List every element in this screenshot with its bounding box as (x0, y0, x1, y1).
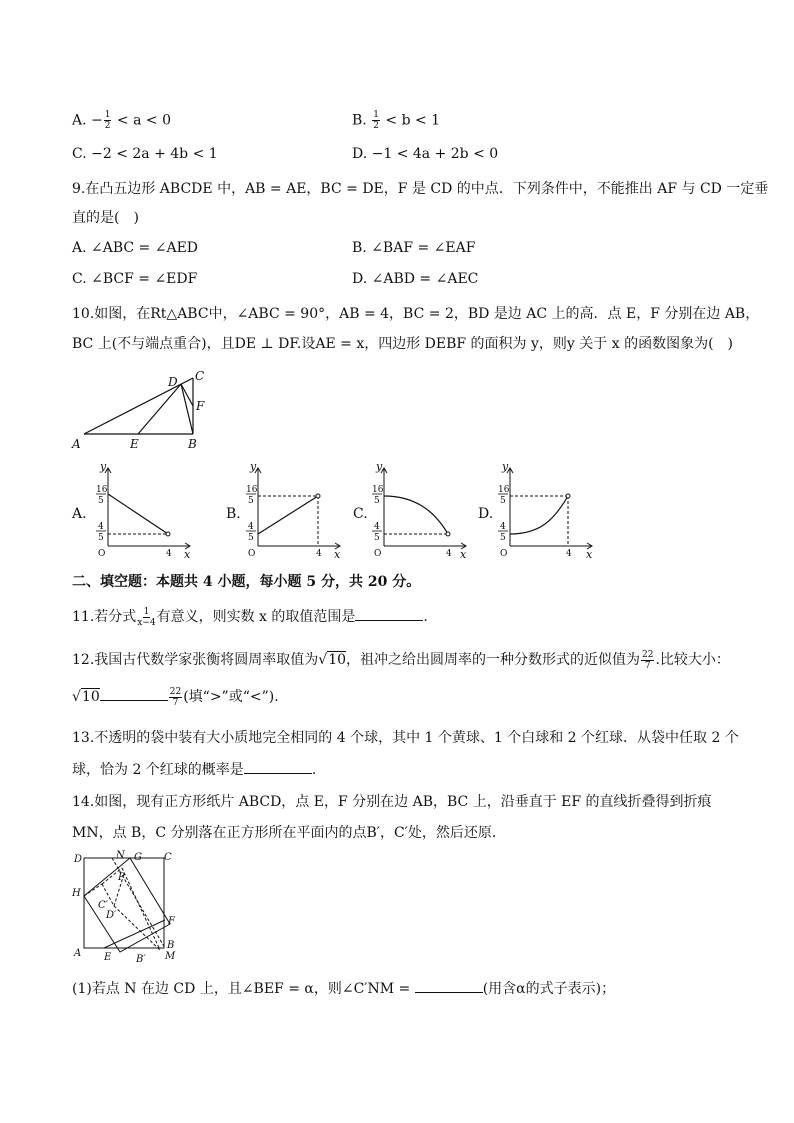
q9-option-c: C. ∠BCF = ∠EDF (72, 271, 198, 287)
q10-label-a: A (72, 437, 81, 451)
q14-stem-line1: 14.如图，现有正方形纸片 ABCD，点 E，F 分别在边 AB，BC 上，沿垂直于 EF 的直线折叠得到折痕 (72, 794, 712, 810)
q8-option-b: B. $\frac{1}{2}$ < b < 1 (352, 110, 441, 131)
svg-text:4: 4 (98, 522, 104, 532)
q14-square-figure (68, 848, 186, 964)
q10-label-c: C (195, 369, 205, 383)
q14-sub1-answer-blank[interactable] (415, 980, 483, 993)
svg-text:5: 5 (248, 496, 254, 506)
q10-stem-line1: 10.如图，在Rt△ABC中，∠ABC = 90°，AB = 4，BC = 2，BD 是边 AC 上的高．点 E，F 分别在边 AB， (72, 306, 760, 322)
svg-text:y: y (250, 462, 257, 473)
svg-text:5: 5 (98, 533, 104, 543)
svg-text:5: 5 (248, 533, 254, 543)
q9-stem-line1: 9.在凸五边形 ABCDE 中，AB = AE，BC = DE，F 是 CD 的中点．下列条件中，不能推出 AF 与 CD 一定垂 (72, 181, 769, 197)
svg-text:16: 16 (372, 485, 384, 495)
svg-text:y: y (100, 462, 107, 473)
q10-graph-b (236, 462, 346, 562)
svg-text:x: x (586, 548, 593, 561)
q11-answer-blank[interactable] (355, 608, 423, 621)
q14-label-c: C (164, 852, 172, 863)
svg-text:4: 4 (566, 549, 572, 559)
svg-text:O: O (374, 549, 382, 559)
q13-stem-line1: 13.不透明的袋中装有大小质地完全相同的 4 个球，其中 1 个黄球、1 个白球和 2 个红球．从袋中任取 2 个 (72, 730, 739, 746)
q14-label-d: D (74, 854, 83, 865)
section-heading-fill-in: 二、填空题：本题共 4 小题，每小题 5 分，共 20 分。 (72, 574, 421, 590)
q14-label-cprime: C′ (98, 900, 108, 911)
q9-option-d: D. ∠ABD = ∠AEC (352, 271, 479, 287)
q10-stem-line2: BC 上(不与端点重合)，且DE ⊥ DF.设AE = x，四边形 DEBF 的面积为 y，则y 关于 x 的函数图象为( ) (72, 336, 733, 352)
svg-text:5: 5 (500, 496, 506, 506)
q12-answer-blank[interactable] (100, 688, 168, 701)
svg-text:5: 5 (374, 533, 380, 543)
svg-text:4: 4 (166, 549, 172, 559)
q10-graph-a (86, 462, 196, 562)
svg-text:4: 4 (316, 549, 322, 559)
svg-text:y: y (376, 462, 383, 473)
svg-text:x: x (460, 548, 467, 561)
svg-text:4: 4 (446, 549, 452, 559)
svg-text:16: 16 (96, 485, 108, 495)
q14-label-a: A (74, 948, 82, 959)
q14-label-e: E (104, 952, 112, 963)
q10-graph-label-a: A. (72, 506, 87, 522)
svg-text:16: 16 (498, 485, 510, 495)
q8-option-a: A. − $\frac{1}{2}$ < a < 0 (72, 110, 171, 131)
q10-graph-label-d: D. (478, 506, 494, 522)
svg-text:y: y (502, 462, 509, 473)
q9-option-b: B. ∠BAF = ∠EAF (352, 240, 476, 256)
q14-label-n: N (116, 850, 125, 861)
q10-graph-label-c: C. (353, 506, 368, 522)
q10-graph-label-b: B. (226, 506, 241, 522)
svg-text:O: O (248, 549, 256, 559)
q10-graph-d (488, 462, 598, 562)
svg-text:O: O (98, 549, 106, 559)
q10-label-d: D (168, 375, 178, 389)
q10-label-e: E (130, 437, 139, 451)
q14-label-p: P (118, 872, 125, 883)
q10-label-f: F (196, 399, 205, 413)
svg-text:5: 5 (98, 496, 104, 506)
q14-label-bprime: B′ (136, 954, 146, 964)
q14-sub1: (1)若点 N 在边 CD 上，且∠BEF = α，则∠C′NM = (用含α的式子表示)； (72, 981, 616, 997)
q14-label-g: G (134, 852, 142, 863)
q9-option-a: A. ∠ABC = ∠AED (72, 240, 199, 256)
q11-stem: 11.若分式 $\frac{1}{x-4}$ 有意义，则实数 x 的取值范围是 . (72, 606, 428, 628)
svg-text:x: x (184, 548, 191, 561)
q8-option-c: C. −2 < 2a + 4b < 1 (72, 146, 218, 162)
q13-answer-blank[interactable] (244, 761, 312, 774)
q13-stem-line2: 球，恰为 2 个红球的概率是 . (72, 762, 317, 778)
q14-label-m: M (165, 951, 176, 962)
q10-label-b: B (188, 437, 197, 451)
q14-label-f: F (168, 916, 175, 927)
q14-label-b: B (167, 940, 175, 951)
svg-text:5: 5 (500, 533, 506, 543)
q12-stem-line2: √10 $\frac{22}{7}$ (填“>”或“<”). (72, 686, 279, 708)
q8-option-d: D. −1 < 4a + 2b < 0 (352, 146, 499, 162)
svg-text:O: O (500, 549, 508, 559)
svg-text:4: 4 (374, 522, 380, 532)
svg-text:4: 4 (248, 522, 254, 532)
q9-stem-line2: 直的是( ) (72, 210, 139, 226)
svg-text:x: x (334, 548, 341, 561)
q14-stem-line2: MN，点 B，C 分别落在正方形所在平面内的点B′，C′处，然后还原． (72, 825, 506, 841)
q10-graph-c (362, 462, 472, 562)
q10-triangle-figure (70, 366, 220, 456)
q14-label-dprime: D′ (106, 910, 117, 921)
q12-stem-line1: 12.我国古代数学家张衡将圆周率取值为√10，祖冲之给出圆周率的一种分数形式的近似值为 $\frac{22}{7}$ .比较大小： (72, 649, 730, 671)
svg-text:5: 5 (374, 496, 380, 506)
svg-text:4: 4 (500, 522, 506, 532)
q14-label-h: H (72, 888, 81, 899)
svg-text:16: 16 (246, 485, 258, 495)
